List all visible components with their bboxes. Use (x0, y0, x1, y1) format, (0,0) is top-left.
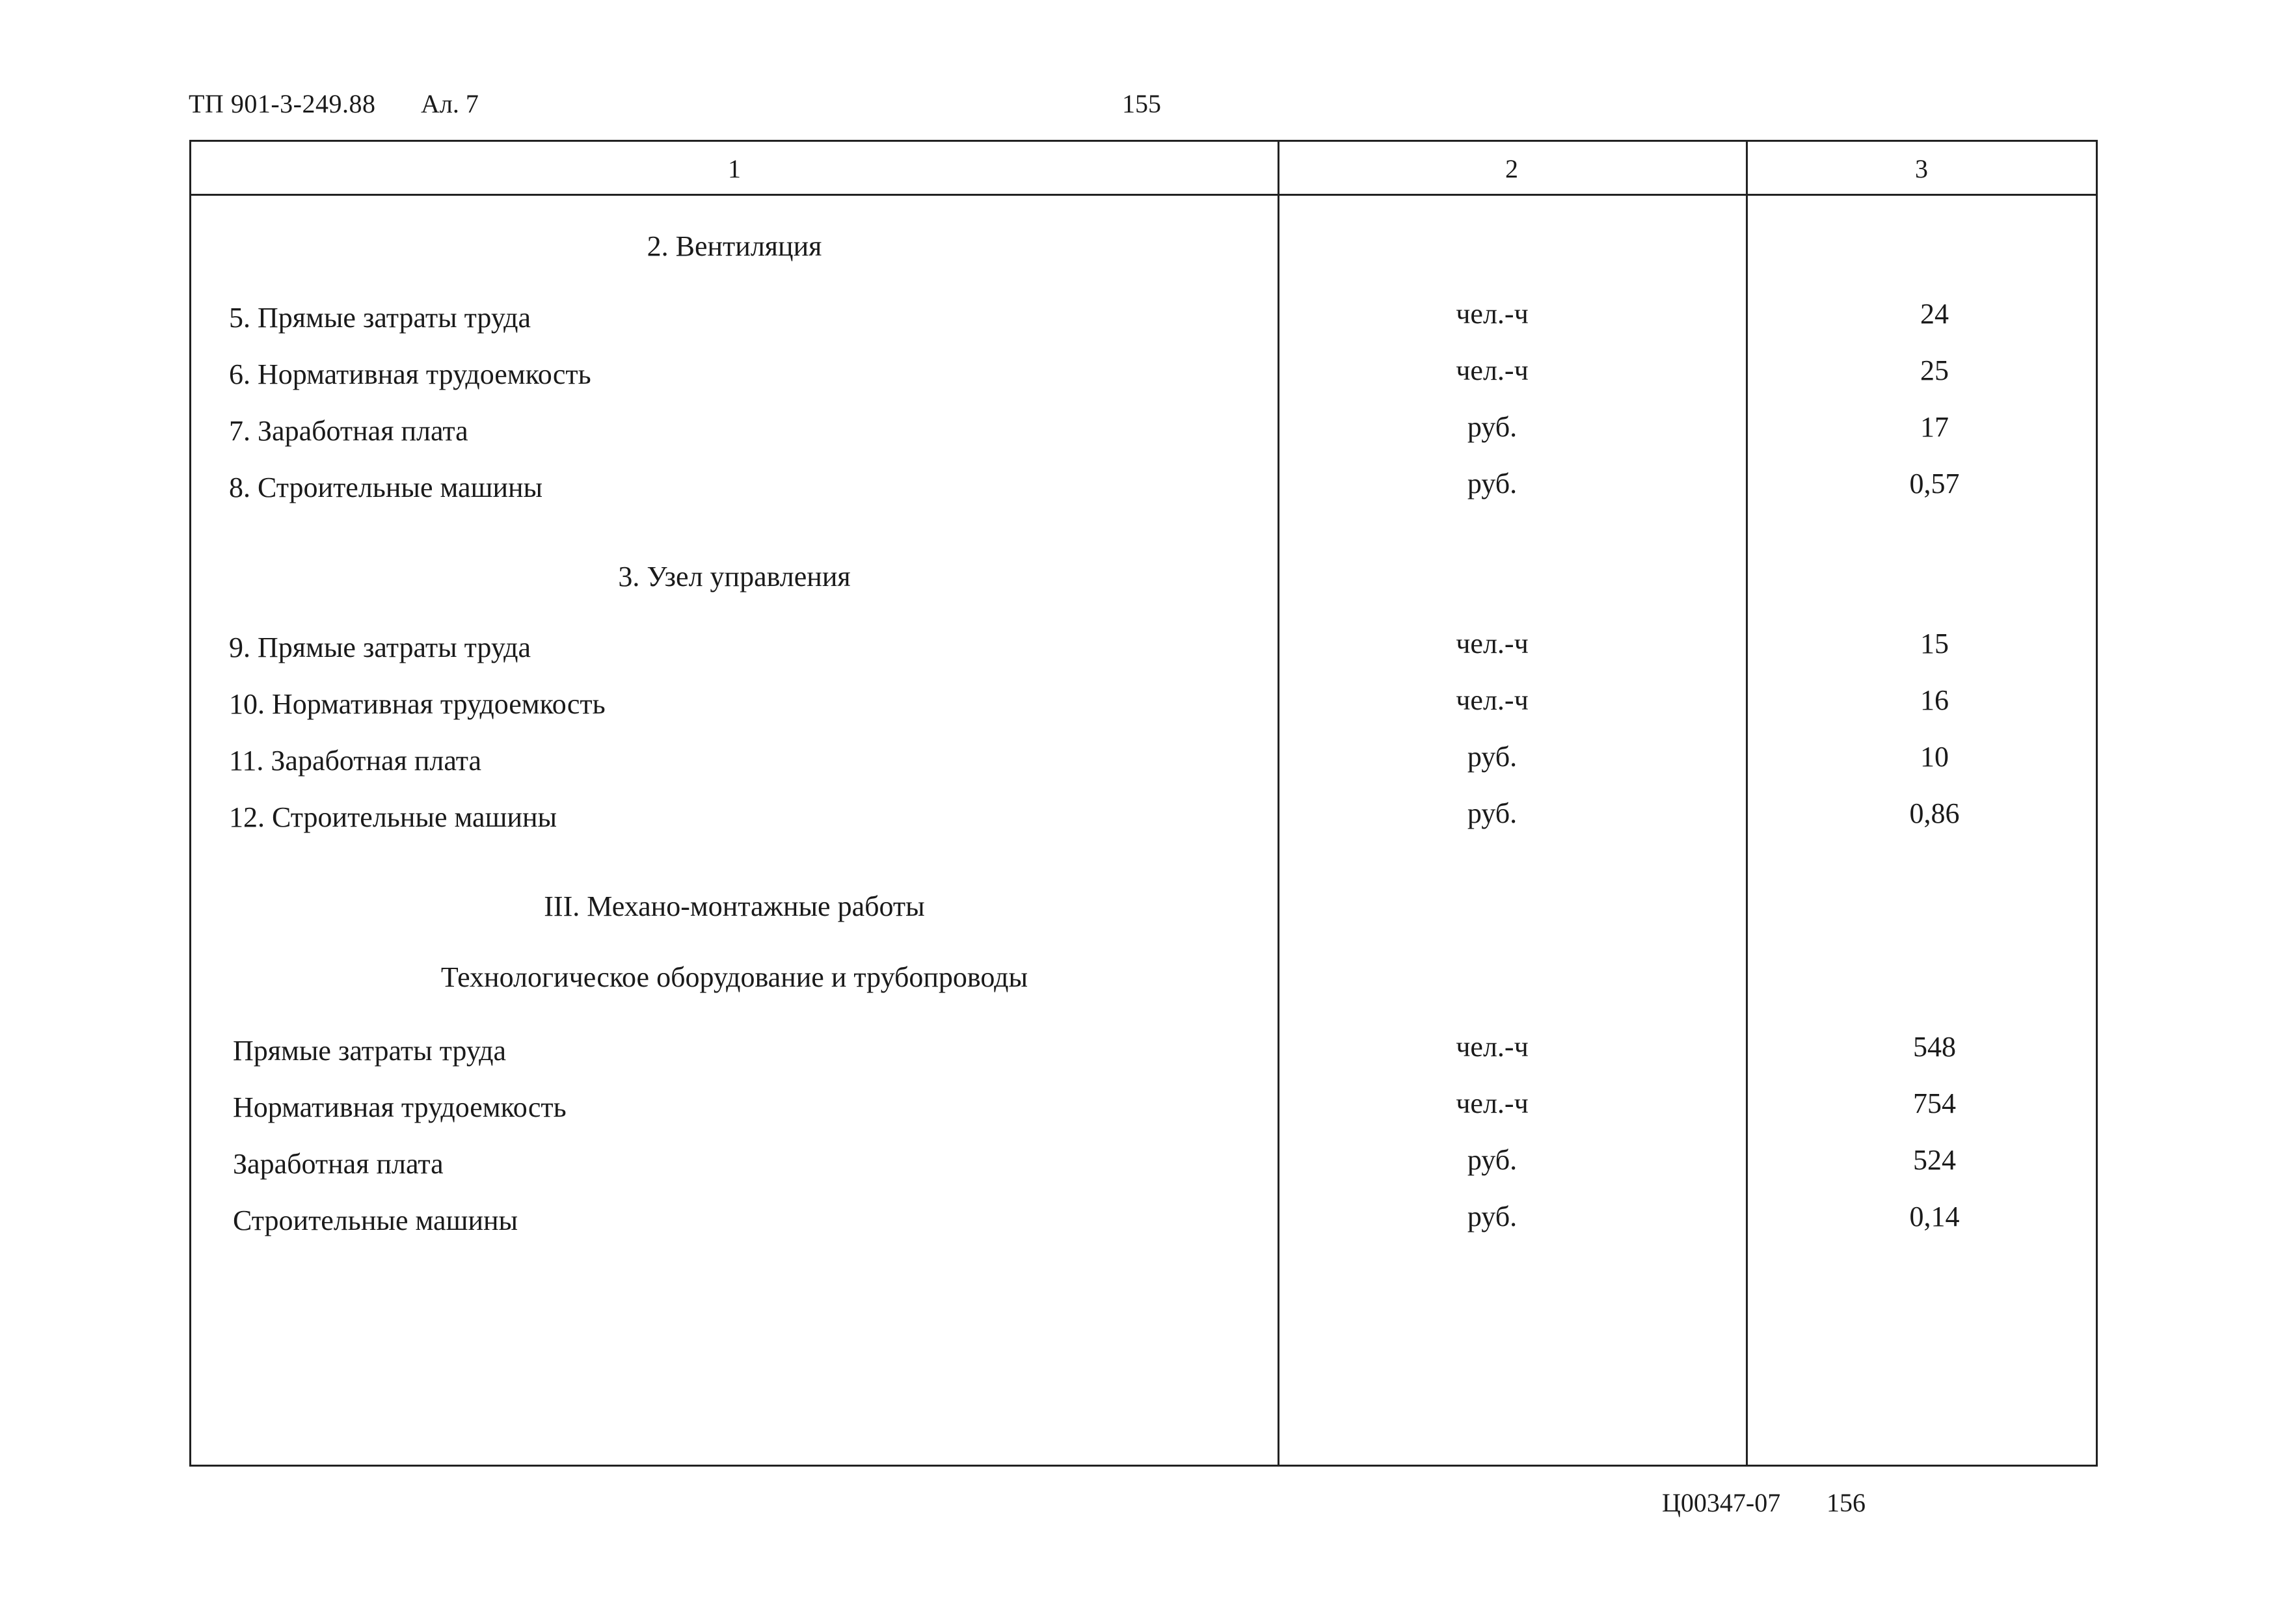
row-unit: руб. (1467, 741, 1518, 773)
table-row (191, 1031, 2096, 1073)
row-name: 12. Строительные машины (229, 801, 557, 833)
footer-sheet: 156 (1827, 1488, 1866, 1517)
row-unit: чел.-ч (1456, 628, 1529, 659)
row-unit: чел.-ч (1456, 684, 1529, 716)
row-name: Строительные машины (233, 1205, 518, 1236)
row-name: Заработная плата (233, 1148, 444, 1180)
table-row (191, 741, 2096, 783)
header-divider (191, 194, 2096, 196)
row-name: 6. Нормативная трудоемкость (229, 358, 591, 390)
table-row (191, 628, 2096, 670)
table-row (191, 468, 2096, 510)
table-row (191, 1201, 2096, 1243)
table-row (191, 354, 2096, 397)
doc-code: ТП 901-3-249.88 (189, 89, 376, 118)
section-title: III. Механо-монтажные работы (544, 890, 925, 922)
row-value: 17 (1920, 411, 1949, 443)
row-name: 9. Прямые затраты труда (229, 632, 531, 663)
page-number: 155 (1122, 89, 1161, 118)
column-header-2: 2 (1505, 154, 1518, 183)
table-row (191, 684, 2096, 726)
row-unit: руб. (1467, 1201, 1518, 1232)
row-unit: руб. (1467, 468, 1518, 499)
row-name: 10. Нормативная трудоемкость (229, 688, 606, 720)
row-value: 524 (1913, 1144, 1956, 1176)
row-value: 15 (1920, 628, 1949, 659)
row-value: 0,57 (1909, 468, 1960, 499)
row-unit: чел.-ч (1456, 298, 1529, 330)
table-row (191, 298, 2096, 340)
table-row (191, 1087, 2096, 1130)
row-value: 10 (1920, 741, 1949, 773)
section-title: 2. Вентиляция (647, 230, 822, 262)
row-name: Нормативная трудоемкость (233, 1091, 567, 1123)
row-value: 25 (1920, 354, 1949, 386)
row-value: 0,14 (1909, 1201, 1960, 1232)
row-value: 548 (1913, 1031, 1956, 1063)
row-value: 754 (1913, 1087, 1956, 1119)
row-unit: чел.-ч (1456, 1087, 1529, 1119)
works-table (189, 140, 2098, 1467)
row-unit: чел.-ч (1456, 354, 1529, 386)
row-name: Прямые затраты труда (233, 1035, 506, 1067)
row-name: 11. Заработная плата (229, 745, 482, 777)
table-row (191, 1144, 2096, 1186)
sheet-number: Ал. 7 (421, 89, 479, 118)
row-value: 0,86 (1909, 797, 1960, 829)
table-row (191, 411, 2096, 453)
row-unit: руб. (1467, 1144, 1518, 1176)
column-header-1: 1 (728, 154, 741, 183)
footer-code: Ц00347-07 (1662, 1488, 1781, 1517)
row-name: 5. Прямые затраты труда (229, 302, 531, 334)
column-header-3: 3 (1915, 154, 1928, 183)
row-name: 7. Заработная плата (229, 415, 468, 447)
row-value: 16 (1920, 684, 1949, 716)
table-row (191, 797, 2096, 840)
row-unit: руб. (1467, 797, 1518, 829)
row-unit: руб. (1467, 411, 1518, 443)
section-title: 3. Узел управления (618, 561, 851, 592)
section-subtitle: Технологическое оборудование и трубопроводы (440, 961, 1028, 993)
row-unit: чел.-ч (1456, 1031, 1529, 1063)
row-name: 8. Строительные машины (229, 472, 543, 503)
row-value: 24 (1920, 298, 1949, 330)
